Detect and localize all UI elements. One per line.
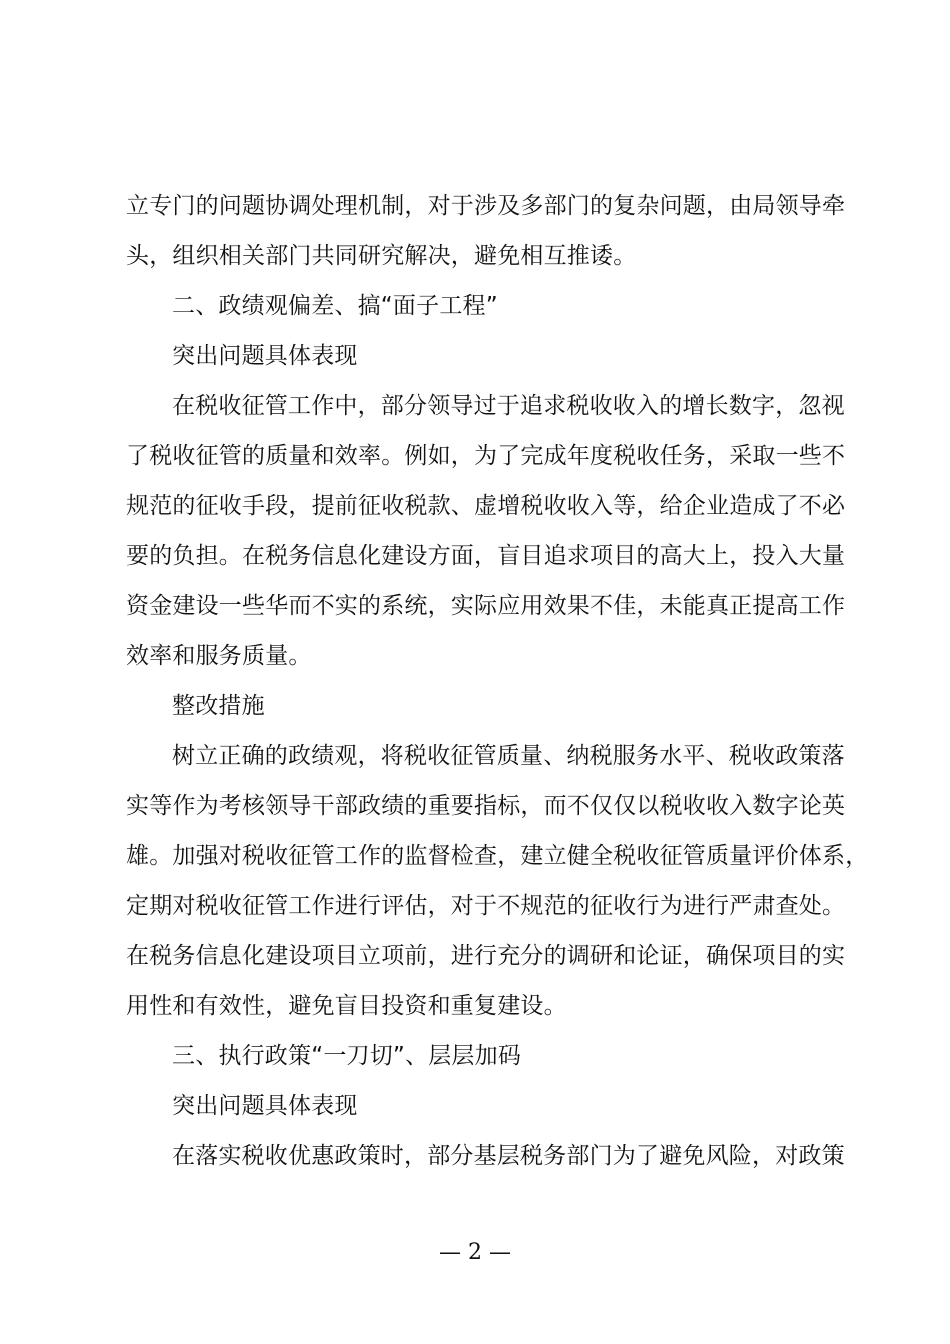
text-line: 效率和服务质量。: [126, 643, 312, 669]
text-line: 用性和有效性，避免盲目投资和重复建设。: [126, 993, 567, 1019]
subsection-heading: 整改措施: [172, 693, 265, 719]
paragraph-first-line: 在落实税收优惠政策时，部分基层税务部门为了避免风险，对政策: [172, 1143, 845, 1169]
text-line: 头，组织相关部门共同研究解决，避免相互推诿。: [126, 243, 637, 269]
page-number: — 2 —: [439, 1240, 511, 1265]
section-heading: 三、执行政策“一刀切”、层层加码: [172, 1043, 522, 1069]
text-line: 雄。加强对税收征管工作的监督检查，建立健全税收征管质量评价体系，: [126, 843, 869, 869]
text-line: 了税收征管的质量和效率。例如，为了完成年度税收任务，采取一些不: [126, 443, 846, 469]
paragraph-first-line: 在税收征管工作中，部分领导过于追求税收收入的增长数字，忽视: [172, 393, 845, 419]
text-line: 实等作为考核领导干部政绩的重要指标，而不仅仅以税收收入数字论英: [126, 793, 846, 819]
text-line: 资金建设一些华而不实的系统，实际应用效果不佳，未能真正提高工作: [126, 593, 846, 619]
text-line: 立专门的问题协调处理机制，对于涉及多部门的复杂问题，由局领导牵: [126, 193, 846, 219]
text-line: 定期对税收征管工作进行评估，对于不规范的征收行为进行严肃查处。: [126, 893, 846, 919]
text-line: 规范的征收手段，提前征收税款、虚增税收收入等，给企业造成了不必: [126, 493, 846, 519]
subsection-heading: 突出问题具体表现: [172, 1093, 358, 1119]
section-heading: 二、政绩观偏差、搞“面子工程”: [172, 293, 498, 319]
subsection-heading: 突出问题具体表现: [172, 343, 358, 369]
paragraph-first-line: 树立正确的政绩观，将税收征管质量、纳税服务水平、税收政策落: [172, 743, 845, 769]
text-line: 要的负担。在税务信息化建设方面，盲目追求项目的高大上，投入大量: [126, 543, 846, 569]
text-line: 在税务信息化建设项目立项前，进行充分的调研和论证，确保项目的实: [126, 943, 846, 969]
